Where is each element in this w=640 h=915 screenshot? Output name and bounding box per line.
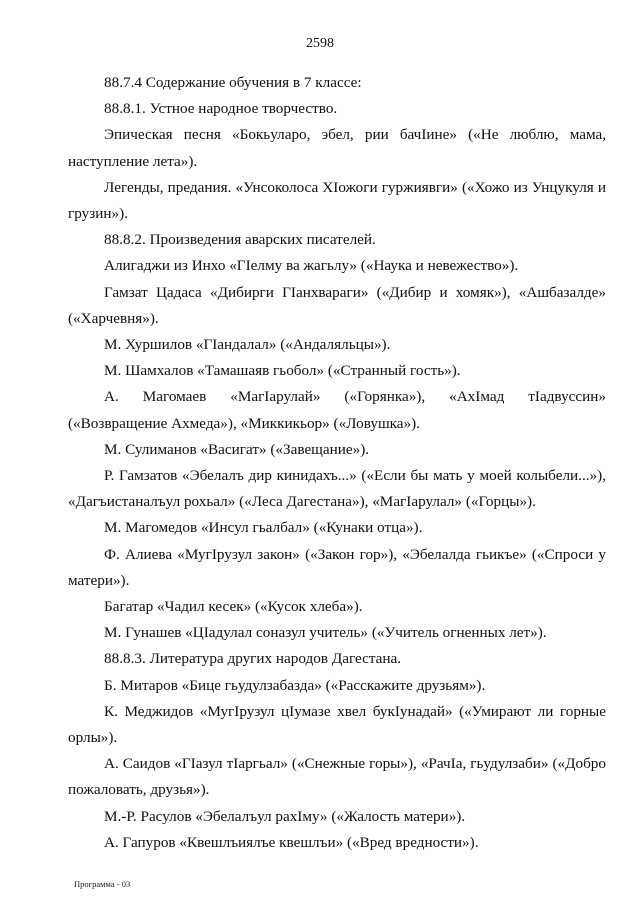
paragraph: М. Магомедов «Инсул гьалбал» («Кунаки отца»). (104, 519, 423, 537)
paragraph: Р. Гамзатов «Эбелалъ дир кинидахъ...» («Если бы мать у моей колыбели...»), «Дагъистаналъул рохьал» («Леса Дагестана»), «МагIарулал» («Горцы»). (68, 467, 606, 511)
paragraph: А. Саидов «ГIазул тIаргьал» («Снежные горы»), «РачIа, гьудулзаби» («Добро пожаловать, друзья»). (68, 755, 606, 799)
paragraph: Багатар «Чадил кесек» («Кусок хлеба»). (104, 598, 363, 616)
page-number: 2598 (306, 36, 334, 51)
paragraph: М. Шамхалов «Тамашаяв гьобол» («Странный гость»). (104, 362, 461, 380)
footer-label: Программа - 03 (74, 879, 131, 889)
paragraph: 88.8.1. Устное народное творчество. (104, 100, 338, 118)
paragraph: Эпическая песня «Бокьуларо, эбел, рии бачIине» («Не люблю, мама, наступление лета»). (68, 126, 606, 170)
paragraph: М. Сулиманов «Васигат» («Завещание»). (104, 440, 370, 458)
paragraph: Алигаджи из Инхо «ГIелму ва жагьлу» («Наука и невежество»). (104, 257, 519, 275)
document-body (68, 70, 606, 856)
paragraph: Легенды, предания. «Унсоколоса XIожоги гуржиявги» («Хожо из Унцукуля и грузин»). (68, 178, 606, 223)
paragraph: Б. Митаров «Бице гьудулзабазда» («Расскажите друзьям»). (104, 676, 486, 694)
paragraph: 88.7.4 Содержание обучения в 7 классе: (104, 74, 362, 91)
paragraph: М. Хуршилов «ГIандалал» («Андаляльцы»). (104, 336, 391, 354)
paragraph: Ф. Алиева «МугIрузул закон» («Закон гор»), «Эбелалда гьикъе» («Спроси у матери»). (68, 545, 606, 589)
paragraph: А. Гапуров «Квешлъиялъе квешлъи» («Вред вредности»). (104, 833, 479, 851)
paragraph: К. Меджидов «МугIрузул цIумазе хвел букIунадай» («Умирают ли горные орлы»). (68, 702, 606, 747)
paragraph: Гамзат Цадаса «Дибирги ГIанхвараги» («Дибир и хомяк»), «Ашбазалде» («Харчевня»). (68, 283, 606, 327)
paragraph: 88.8.3. Литература других народов Дагестана. (104, 650, 402, 668)
paragraph: А. Магомаев «МагIарулай» («Горянка»), «АхIмад тIадвуссин» («Возвращение Ахмеда»), «Миккикьор» («Ловушка»). (68, 388, 606, 432)
paragraph: М. Гунашев «ЦIадулал соназул учитель» («Учитель огненных лет»). (104, 624, 547, 642)
paragraph: М.-Р. Расулов «Эбелалъул рахIму» («Жалость матери»). (104, 807, 466, 825)
paragraph: 88.8.2. Произведения аварских писателей. (104, 231, 376, 249)
